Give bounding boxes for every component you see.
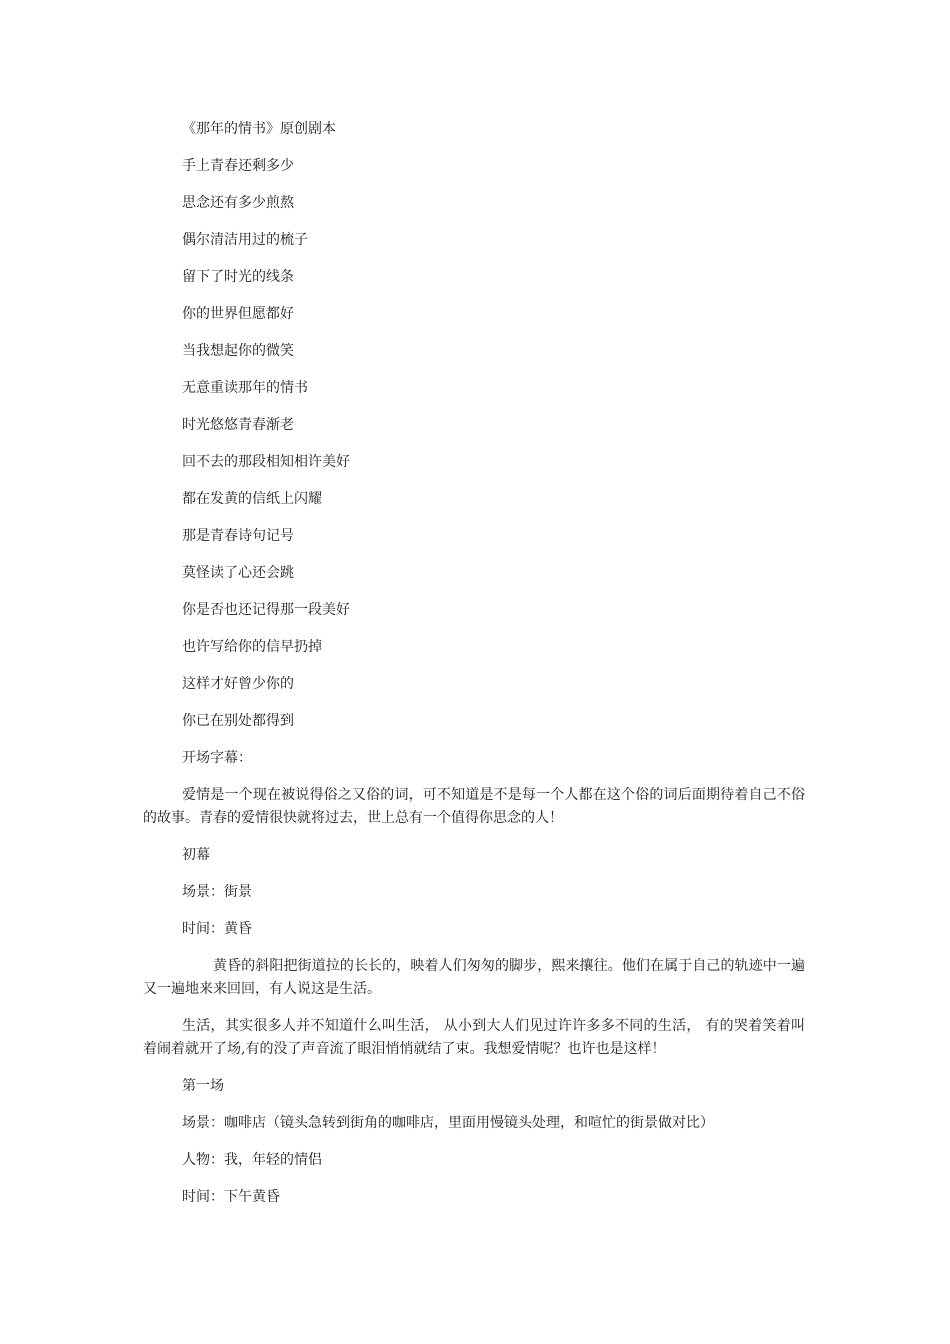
lyric-line: 留下了时光的线条 (182, 269, 294, 285)
document-title: 《那年的情书》原创剧本 (182, 121, 336, 137)
act1-heading: 第一场 (182, 1078, 224, 1094)
opening-heading: 开场字幕： (182, 750, 252, 766)
lyric-line: 手上青春还剩多少 (182, 158, 294, 174)
act1-characters: 人物：我，年轻的情侣 (182, 1152, 322, 1168)
act0-paragraph: 生活，其实很多人并不知道什么叫生活， 从小到大人们见过许许多多不同的生活， 有的哭着笑着叫着闹着就开了场,有的没了声音流了眼泪悄悄就结了束。我想爱情呢？也许也是这样！ (143, 1018, 805, 1057)
lyric-line: 时光悠悠青春渐老 (182, 417, 294, 433)
lyric-line: 也许写给你的信早扔掉 (182, 639, 322, 655)
act1-time: 时间：下午黄昏 (182, 1189, 280, 1205)
lyric-line: 这样才好曾少你的 (182, 676, 294, 692)
lyrics-block (143, 155, 805, 732)
lyric-line: 莫怪读了心还会跳 (182, 565, 294, 581)
lyric-line: 偶尔清洁用过的梳子 (182, 232, 308, 248)
lyric-line: 都在发黄的信纸上闪耀 (182, 491, 322, 507)
opening-paragraph: 爱情是一个现在被说得俗之又俗的词，可不知道是不是每一个人都在这个俗的词后面期待着自己不俗的故事。青春的爱情很快就将过去，世上总有一个值得你思念的人！ (143, 787, 805, 826)
document-body (143, 118, 805, 1223)
lyric-line: 你已在别处都得到 (182, 713, 294, 729)
lyric-line: 思念还有多少煎熬 (182, 195, 294, 211)
lyric-line: 无意重读那年的情书 (182, 380, 308, 396)
act1-scene: 场景：咖啡店（镜头急转到街角的咖啡店，里面用慢镜头处理，和喧忙的街景做对比） (182, 1115, 714, 1131)
lyric-line: 那是青春诗句记号 (182, 528, 294, 544)
lyric-line: 你的世界但愿都好 (182, 306, 294, 322)
lyric-line: 回不去的那段相知相许美好 (182, 454, 350, 470)
act0-time: 时间：黄昏 (182, 921, 252, 937)
lyric-line: 当我想起你的微笑 (182, 343, 294, 359)
act0-paragraph: 黄昏的斜阳把街道拉的长长的，映着人们匆匆的脚步，熙来攘往。他们在属于自己的轨迹中一遍又一遍地来来回回，有人说这是生活。 (143, 958, 805, 997)
act0-heading: 初幕 (182, 847, 210, 863)
lyric-line: 你是否也还记得那一段美好 (182, 602, 350, 618)
act0-scene: 场景：街景 (182, 884, 252, 900)
